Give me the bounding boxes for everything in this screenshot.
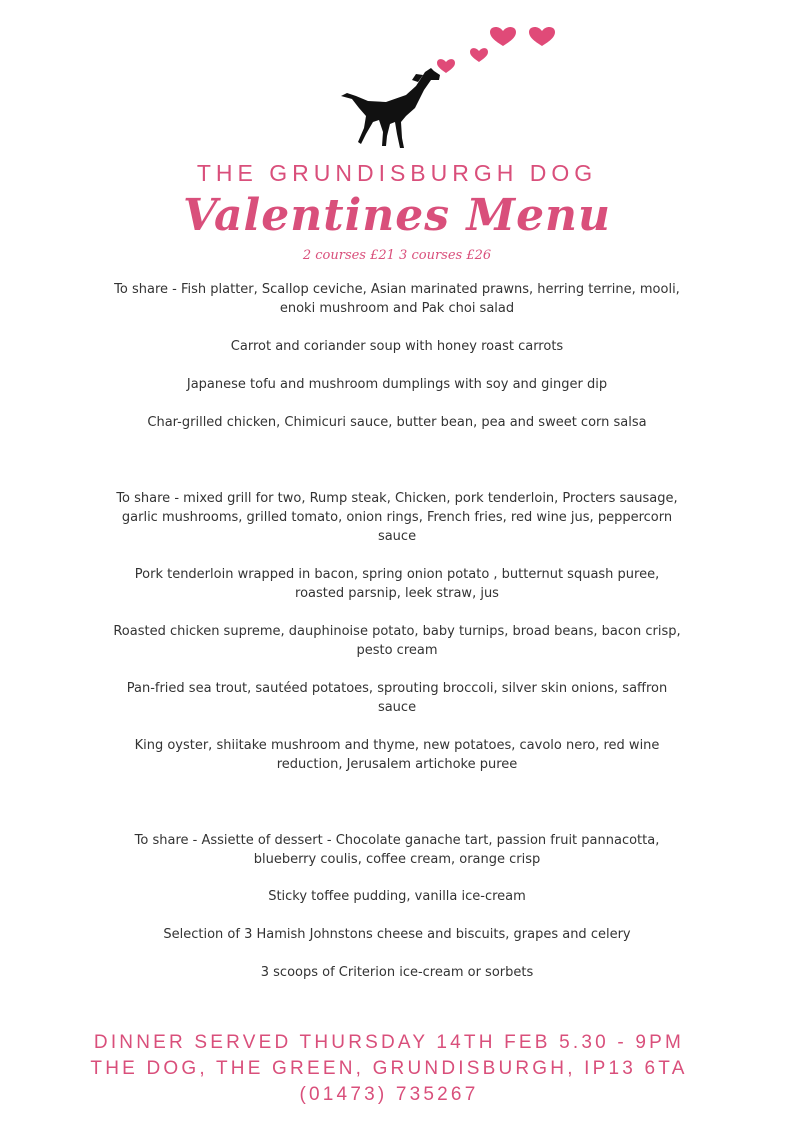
main-item: Pan-fried sea trout, sautéed potatoes, sprouting broccoli, silver skin onions, saffron sauce — [126, 681, 668, 715]
dessert-item: Selection of 3 Hamish Johnstons cheese and biscuits, grapes and celery — [163, 927, 631, 942]
heart-icon — [437, 59, 455, 73]
heart-icon — [529, 27, 555, 46]
heart-icon — [470, 48, 488, 62]
menu-title: Valentines Menu — [182, 190, 612, 241]
dessert-item: To share - Assiette of dessert - Chocolate ganache tart, passion fruit pannacotta, blueberry coulis, coffee cream, orange crisp — [134, 833, 660, 867]
dessert-item: 3 scoops of Criterion ice-cream or sorbets — [260, 965, 534, 980]
dog-silhouette-icon — [341, 68, 440, 148]
footer-address: THE DOG, THE GREEN, GRUNDISBURGH, IP13 6TA — [90, 1058, 688, 1079]
logo-dog-with-hearts — [330, 0, 570, 155]
main-item: To share - mixed grill for two, Rump steak, Chicken, pork tenderloin, Procters sausage, garlic mushrooms, grilled tomato, onion rings, French fries, red wine jus, peppercorn sauce — [116, 491, 678, 544]
starter-item: Carrot and coriander soup with honey roast carrots — [230, 339, 564, 354]
footer-service-times: DINNER SERVED THURSDAY 14TH FEB 5.30 - 9PM — [93, 1032, 685, 1053]
starter-item: Char-grilled chicken, Chimicuri sauce, butter bean, pea and sweet corn salsa — [147, 415, 647, 430]
restaurant-name: THE GRUNDISBURGH DOG — [196, 160, 598, 186]
course-prices: 2 courses £21 3 courses £26 — [302, 248, 492, 263]
dessert-item: Sticky toffee pudding, vanilla ice-cream — [268, 889, 526, 904]
starter-item: Japanese tofu and mushroom dumplings with soy and ginger dip — [186, 377, 608, 392]
main-item: King oyster, shiitake mushroom and thyme, new potatoes, cavolo nero, red wine reduction, Jerusalem artichoke puree — [134, 738, 660, 772]
heart-icon — [490, 27, 516, 46]
footer-phone: (01473) 735267 — [299, 1084, 479, 1105]
main-item: Roasted chicken supreme, dauphinoise potato, baby turnips, broad beans, bacon crisp, pesto cream — [113, 624, 681, 658]
main-item: Pork tenderloin wrapped in bacon, spring onion potato , butternut squash puree, roasted parsnip, leek straw, jus — [134, 567, 660, 601]
starter-item: To share - Fish platter, Scallop ceviche, Asian marinated prawns, herring terrine, mooli, enoki mushroom and Pak choi salad — [114, 282, 680, 316]
